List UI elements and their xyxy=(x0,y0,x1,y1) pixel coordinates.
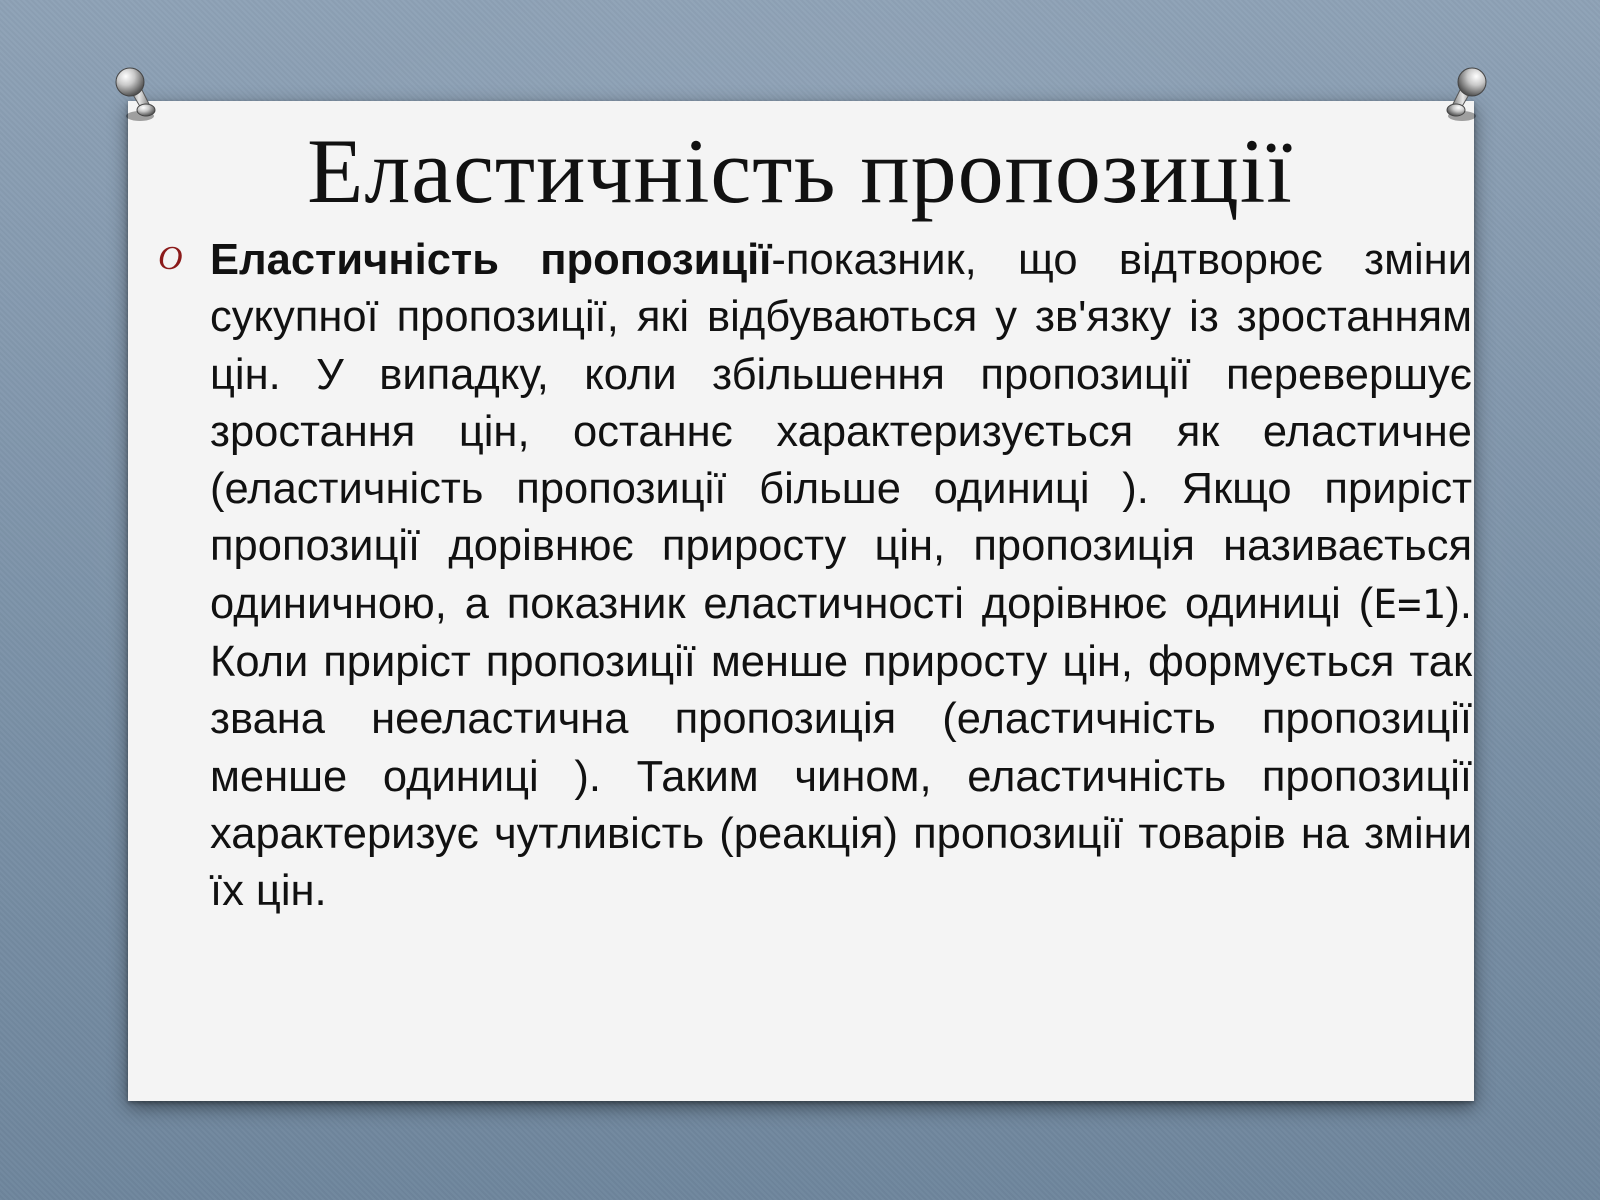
term: Еластичність пропозиції xyxy=(210,236,772,284)
pushpin-icon xyxy=(112,64,162,124)
bullet-text xyxy=(210,232,1472,921)
slide-title: Еластичність пропозиції xyxy=(307,120,1293,222)
bullet-marker: O xyxy=(158,240,183,277)
pushpin-icon xyxy=(1440,64,1490,124)
definition-part-2: ). Коли приріст пропозиції менше приросту цін, формується так звана нееластична пропозиція (еластичність пропозиції менше одиниці ). Таким чином, еластичність пропозиції характеризує чутливість (реакція) пропозиції товарів на зміни їх цін. xyxy=(210,579,1472,916)
definition-part-1: -показник, що відтворює зміни сукупної пропозиції, які відбуваються у зв'язку із зростанням цін. У випадку, коли збільшення пропозиції перевершує зростання цін, останнє характеризується як еластичне (еластичність пропозиції більше одиниці ). Якщо приріст пропозиції дорівнює приросту цін, пропозиція називається одиничною, а показник еластичності дорівнює одиниці ( xyxy=(210,236,1472,628)
formula: E=1 xyxy=(1373,581,1446,628)
